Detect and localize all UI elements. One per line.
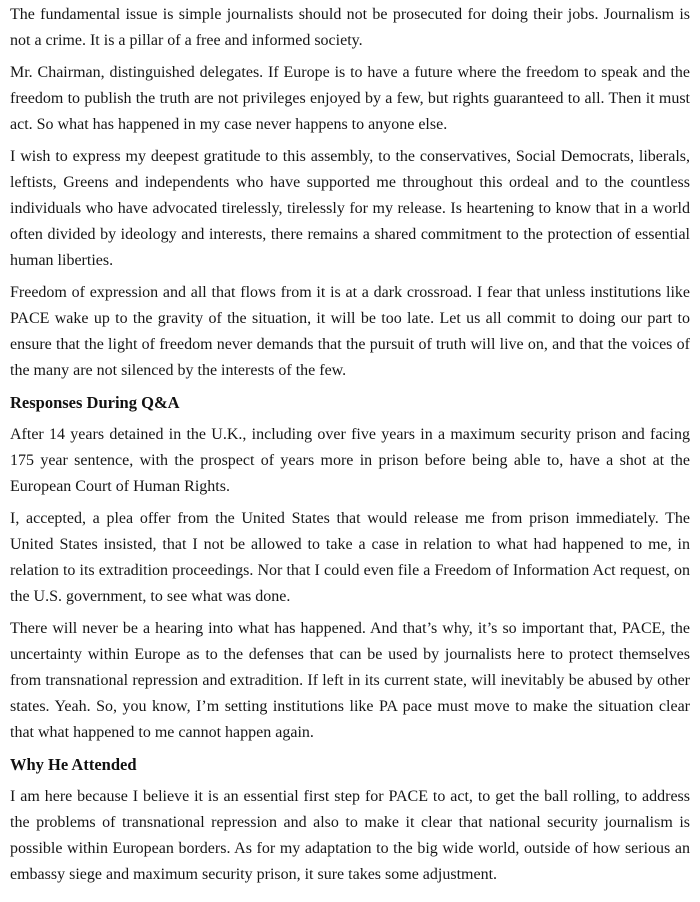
paragraph-intro-1: The fundamental issue is simple journalists should not be prosecuted for doing their jobs. Journalism is not a crime. It is a pillar of a free and informed society. [10,6,690,49]
paragraph-qa-2: I, accepted, a plea offer from the United States that would release me from prison immediately. The United States insisted, that I not be allowed to take a case in relation to what had happened to me, in relation to its extradition proceedings. Nor that I could even file a Freedom of Information Act request, on the U.S. government, to see what was done. [10,510,690,605]
paragraph-qa-3: There will never be a hearing into what has happened. And that’s why, it’s so important that, PACE, the uncertainty within Europe as to the defenses that can be used by journalists here to protect themselves from transnational repression and extradition. If left in its current state, will inevitably be abused by other states. Yeah. So, you know, I’m setting institutions like PA pace must move to make the situation clear that what happened to me cannot happen again. [10,620,690,741]
paragraph-intro-4: Freedom of expression and all that flows from it is at a dark crossroad. I fear that unless institutions like PACE wake up to the gravity of the situation, it will be too late. Let us all commit to doing our part to ensure that the light of freedom never demands that the pursuit of truth will live on, and that the voices of the many are not silenced by the interests of the few. [10,284,690,379]
section-heading-responses-during-qa: Responses During Q&A [10,393,180,412]
paragraph-qa-1: After 14 years detained in the U.K., including over five years in a maximum security prison and facing 175 year sentence, with the prospect of years more in prison before being able to, have a shot at the European Court of Human Rights. [10,426,690,495]
paragraph-intro-2: Mr. Chairman, distinguished delegates. If Europe is to have a future where the freedom to speak and the freedom to publish the truth are not privileges enjoyed by a few, but rights guaranteed to all. Then it must act. So what has happened in my case never happens to anyone else. [10,64,690,133]
paragraph-intro-3: I wish to express my deepest gratitude to this assembly, to the conservatives, Social Democrats, liberals, leftists, Greens and independents who have supported me throughout this ordeal and to the countless individuals who have advocated tirelessly, tirelessly for my release. Is heartening to know that in a world often divided by ideology and interests, there remains a shared commitment to the protection of essential human liberties. [10,148,690,269]
section-heading-why-he-attended: Why He Attended [10,755,137,774]
paragraph-why-1: I am here because I believe it is an essential first step for PACE to act, to get the ball rolling, to address the problems of transnational repression and also to make it clear that national security journalism is possible within European borders. As for my adaptation to the big wide world, outside of how serious an embassy siege and maximum security prison, it sure takes some adjustment. [10,788,690,883]
document-body [10,2,690,888]
